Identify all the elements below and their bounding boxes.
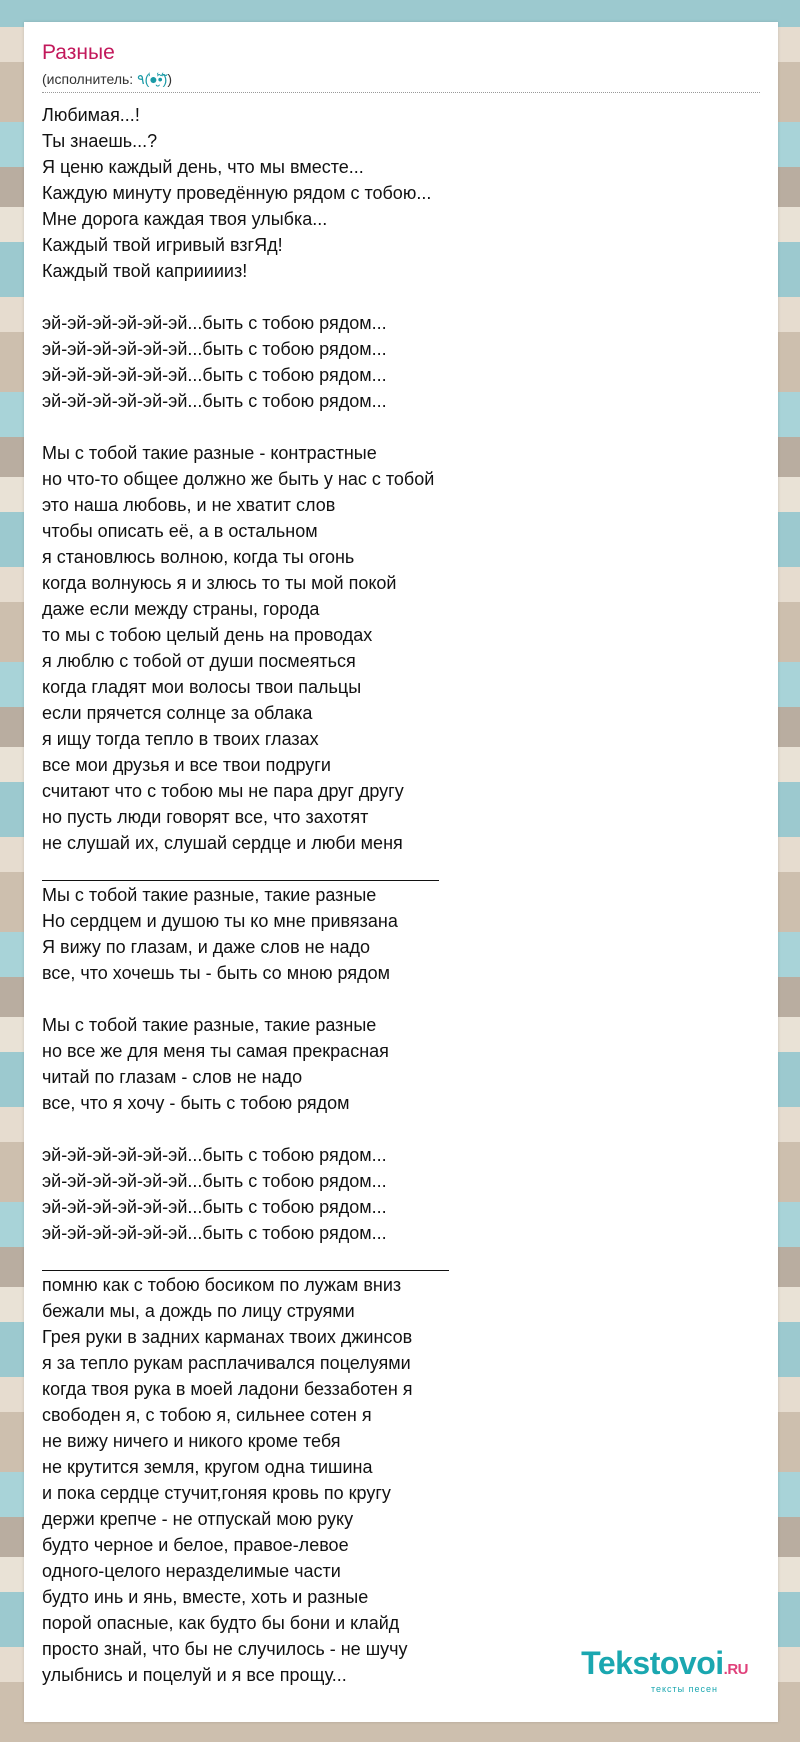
lyric-line: Мы с тобой такие разные, такие разные <box>42 1015 377 1035</box>
lyrics-card <box>24 22 778 1722</box>
lyrics-text <box>42 102 742 1688</box>
artist-line <box>42 70 760 88</box>
song-title[interactable]: Разные <box>42 41 115 64</box>
lyric-line: Мы с тобой такие разные, такие разные <box>42 885 377 905</box>
artist-name-link[interactable]: ٩(̾●̮̮̃̾•̃̾) <box>137 71 168 87</box>
lyric-line: я ищу тогда тепло в твоих глазах <box>42 729 319 749</box>
lyric-line: если прячется солнце за облака <box>42 703 313 723</box>
lyric-line: я за тепло рукам расплачивался поцелуями <box>42 1353 411 1373</box>
logo-domain: .RU <box>723 1661 748 1678</box>
lyric-line: все, что хочешь ты - быть со мною рядом <box>42 963 390 983</box>
lyric-line: эй-эй-эй-эй-эй-эй...быть с тобою рядом... <box>42 1197 387 1217</box>
lyric-line: эй-эй-эй-эй-эй-эй...быть с тобою рядом... <box>42 339 387 359</box>
lyric-line: просто знай, что бы не случилось - не шучу <box>42 1639 408 1659</box>
lyric-line: когда волнуюсь я и злюсь то ты мой покой <box>42 573 397 593</box>
logo-wordmark <box>581 1647 748 1686</box>
lyric-line: когда твоя рука в моей ладони беззаботен я <box>42 1379 413 1399</box>
header-divider <box>42 92 760 93</box>
separator-rule <box>42 1270 449 1271</box>
lyric-line: считают что с тобою мы не пара друг другу <box>42 781 404 801</box>
lyric-line: эй-эй-эй-эй-эй-эй...быть с тобою рядом... <box>42 365 387 385</box>
lyric-line: это наша любовь, и не хватит слов <box>42 495 336 515</box>
lyric-line: Любимая...! <box>42 105 140 125</box>
lyric-line: Грея руки в задних карманах твоих джинсов <box>42 1327 413 1347</box>
lyric-line: все, что я хочу - быть с тобою рядом <box>42 1093 350 1113</box>
lyric-line: когда гладят мои волосы твои пальцы <box>42 677 362 697</box>
lyric-line: Но сердцем и душою ты ко мне привязана <box>42 911 398 931</box>
separator-rule <box>42 880 439 881</box>
lyric-line: держи крепче - не отпускай мою руку <box>42 1509 354 1529</box>
lyric-line: эй-эй-эй-эй-эй-эй...быть с тобою рядом... <box>42 391 387 411</box>
lyric-line: но все же для меня ты самая прекрасная <box>42 1041 389 1061</box>
stanza-gap <box>42 284 742 310</box>
lyric-line: Каждую минуту проведённую рядом с тобою... <box>42 183 432 203</box>
artist-suffix: ) <box>167 71 172 87</box>
lyric-line: помню как с тобою босиком по лужам вниз <box>42 1275 402 1295</box>
lyric-line: не слушай их, слушай сердце и люби меня <box>42 833 403 853</box>
lyric-line: но пусть люди говорят все, что захотят <box>42 807 369 827</box>
lyric-line: одного-целого неразделимые части <box>42 1561 341 1581</box>
lyric-line: эй-эй-эй-эй-эй-эй...быть с тобою рядом... <box>42 313 387 333</box>
stanza-gap <box>42 1116 742 1142</box>
lyric-line: все мои друзья и все твои подруги <box>42 755 331 775</box>
lyric-line: не вижу ничего и никого кроме тебя <box>42 1431 341 1451</box>
lyric-line: и пока сердце стучит,гоняя кровь по кругу <box>42 1483 391 1503</box>
lyric-line: даже если между страны, города <box>42 599 320 619</box>
lyric-line: улыбнись и поцелуй и я все прощу... <box>42 1665 347 1685</box>
stanza-gap <box>42 986 742 1012</box>
lyric-line: чтобы описать её, а в остальном <box>42 521 318 541</box>
lyric-line: порой опасные, как будто бы бони и клайд <box>42 1613 400 1633</box>
lyric-line: эй-эй-эй-эй-эй-эй...быть с тобою рядом... <box>42 1145 387 1165</box>
lyric-line: не крутится земля, кругом одна тишина <box>42 1457 373 1477</box>
lyric-line: эй-эй-эй-эй-эй-эй...быть с тобою рядом... <box>42 1223 387 1243</box>
lyric-line: я становлюсь волною, когда ты огонь <box>42 547 355 567</box>
stanza-gap <box>42 414 742 440</box>
verse-separator <box>42 1246 742 1272</box>
lyric-line: читай по глазам - слов не надо <box>42 1067 303 1087</box>
lyric-line: Я вижу по глазам, и даже слов не надо <box>42 937 371 957</box>
lyric-line: Мы с тобой такие разные - контрастные <box>42 443 377 463</box>
lyric-line: Я ценю каждый день, что мы вместе... <box>42 157 364 177</box>
lyric-line: бежали мы, а дождь по лицу струями <box>42 1301 355 1321</box>
lyric-line: свободен я, с тобою я, сильнее сотен я <box>42 1405 372 1425</box>
lyric-line: будто инь и янь, вместе, хоть и разные <box>42 1587 369 1607</box>
lyric-line: эй-эй-эй-эй-эй-эй...быть с тобою рядом... <box>42 1171 387 1191</box>
verse-separator <box>42 856 742 882</box>
lyric-line: Каждый твой каприиииз! <box>42 261 248 281</box>
lyric-line: Ты знаешь...? <box>42 131 158 151</box>
artist-prefix: (исполнитель: <box>42 71 138 87</box>
lyric-line: то мы с тобою целый день на проводах <box>42 625 373 645</box>
lyric-line: будто черное и белое, правое-левое <box>42 1535 349 1555</box>
lyric-line: Каждый твой игривый взгЯд! <box>42 235 283 255</box>
lyric-line: Мне дорога каждая твоя улыбка... <box>42 209 328 229</box>
logo-main-text: Tekstovoi <box>581 1645 724 1681</box>
lyric-line: я люблю с тобой от души посмеяться <box>42 651 356 671</box>
logo-tagline: тексты песен <box>650 1684 718 1694</box>
lyric-line: но что-то общее должно же быть у нас с тобой <box>42 469 435 489</box>
site-logo[interactable] <box>581 1647 748 1694</box>
song-header <box>42 40 760 93</box>
